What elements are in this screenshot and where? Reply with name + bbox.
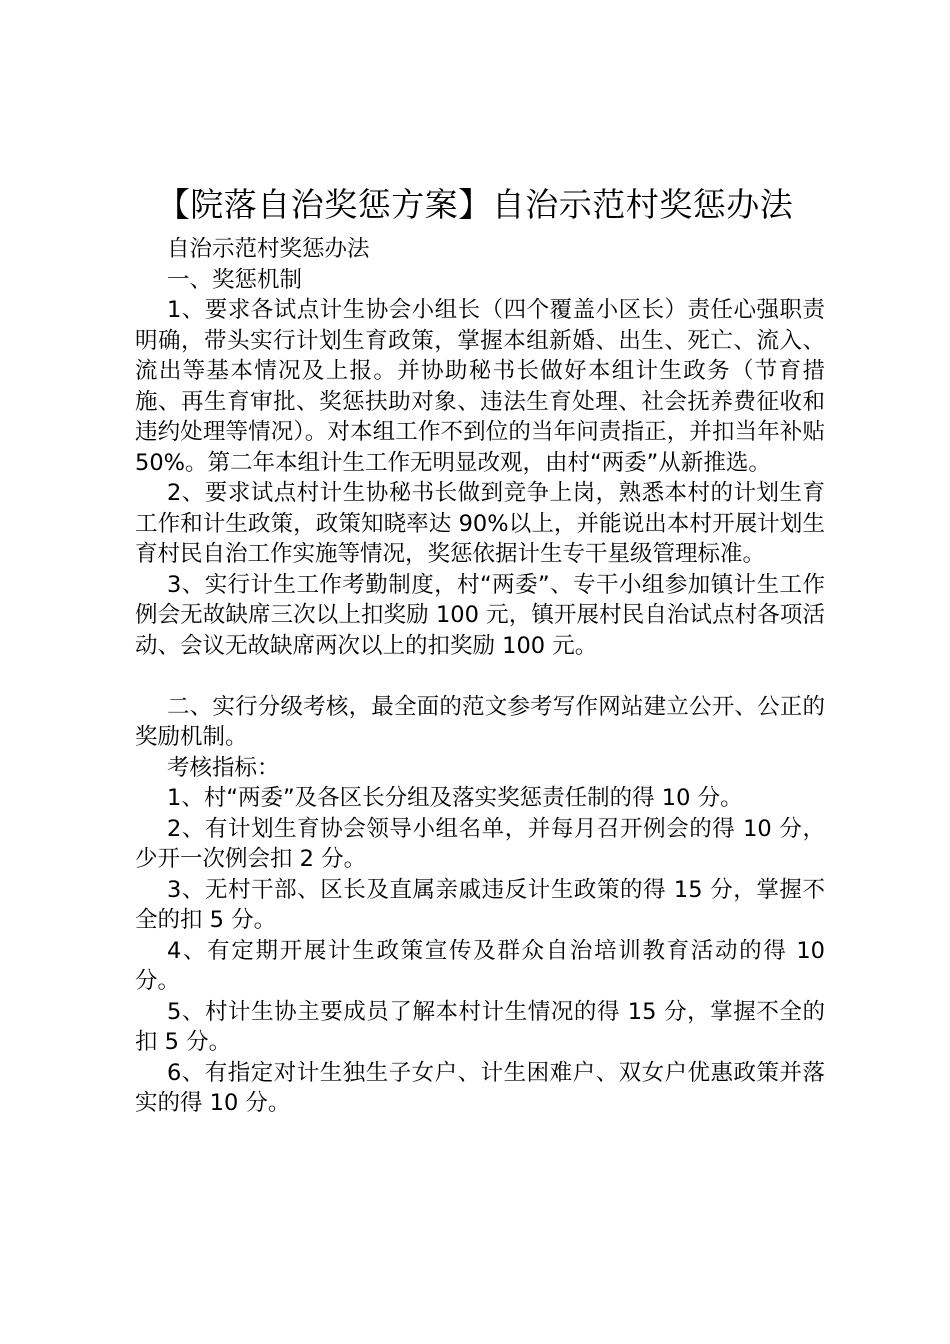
criteria-item-1: 1、村“两委”及各区长分组及落实奖惩责任制的得 10 分。 (167, 785, 743, 811)
criteria-item-5: 5、村计生协主要成员了解本村计生情况的得 15 分，掌握不全的扣 5 分。 (135, 998, 825, 1055)
document-body (135, 234, 825, 1119)
criteria-item-4: 4、有定期开展计生政策宣传及群众自治培训教育活动的得 10 分。 (135, 937, 825, 994)
criteria-item-3: 3、无村干部、区长及直属亲戚违反计生政策的得 15 分，掌握不全的扣 5 分。 (135, 876, 825, 933)
document-title: 【院落自治奖惩方案】自治示范村奖惩办法 (156, 185, 794, 224)
section-2-heading: 二、实行分级考核，最全面的范文参考写作网站建立公开、公正的奖励机制。 (135, 693, 825, 750)
paragraph-spacer (135, 661, 825, 692)
section-1-item-2: 2、要求试点村计生协秘书长做到竞争上岗，熟悉本村的计划生育工作和计生政策，政策知晓率达 90%以上，并能说出本村开展计划生育村民自治工作实施等情况，奖惩依据计生专干星级管理标准。 (135, 480, 825, 567)
document-subtitle: 自治示范村奖惩办法 (167, 236, 370, 262)
section-1-item-1: 1、要求各试点计生协会小组长（四个覆盖小区长）责任心强职责明确，带头实行计划生育政策，掌握本组新婚、出生、死亡、流入、流出等基本情况及上报。并协助秘书长做好本组计生政务（节育措施、再生育审批、奖惩扶助对象、违法生育处理、社会抚养费征收和违约处理等情况）。对本组工作不到位的当年问责指正，并扣当年补贴 50%。第二年本组计生工作无明显改观，由村“两委”从新推选。 (135, 297, 825, 476)
section-1-item-3: 3、实行计生工作考勤制度，村“两委”、专干小组参加镇计生工作例会无故缺席三次以上扣奖励 100 元，镇开展村民自治试点村各项活动、会议无故缺席两次以上的扣奖励 100 元。 (135, 571, 825, 659)
criteria-item-2: 2、有计划生育协会领导小组名单，并每月召开例会的得 10 分，少开一次例会扣 2 分。 (135, 815, 825, 872)
criteria-item-6: 6、有指定对计生独生子女户、计生困难户、双女户优惠政策并落实的得 10 分。 (135, 1059, 825, 1116)
section-1-heading: 一、奖惩机制 (167, 266, 303, 293)
criteria-label: 考核指标： (167, 754, 280, 781)
